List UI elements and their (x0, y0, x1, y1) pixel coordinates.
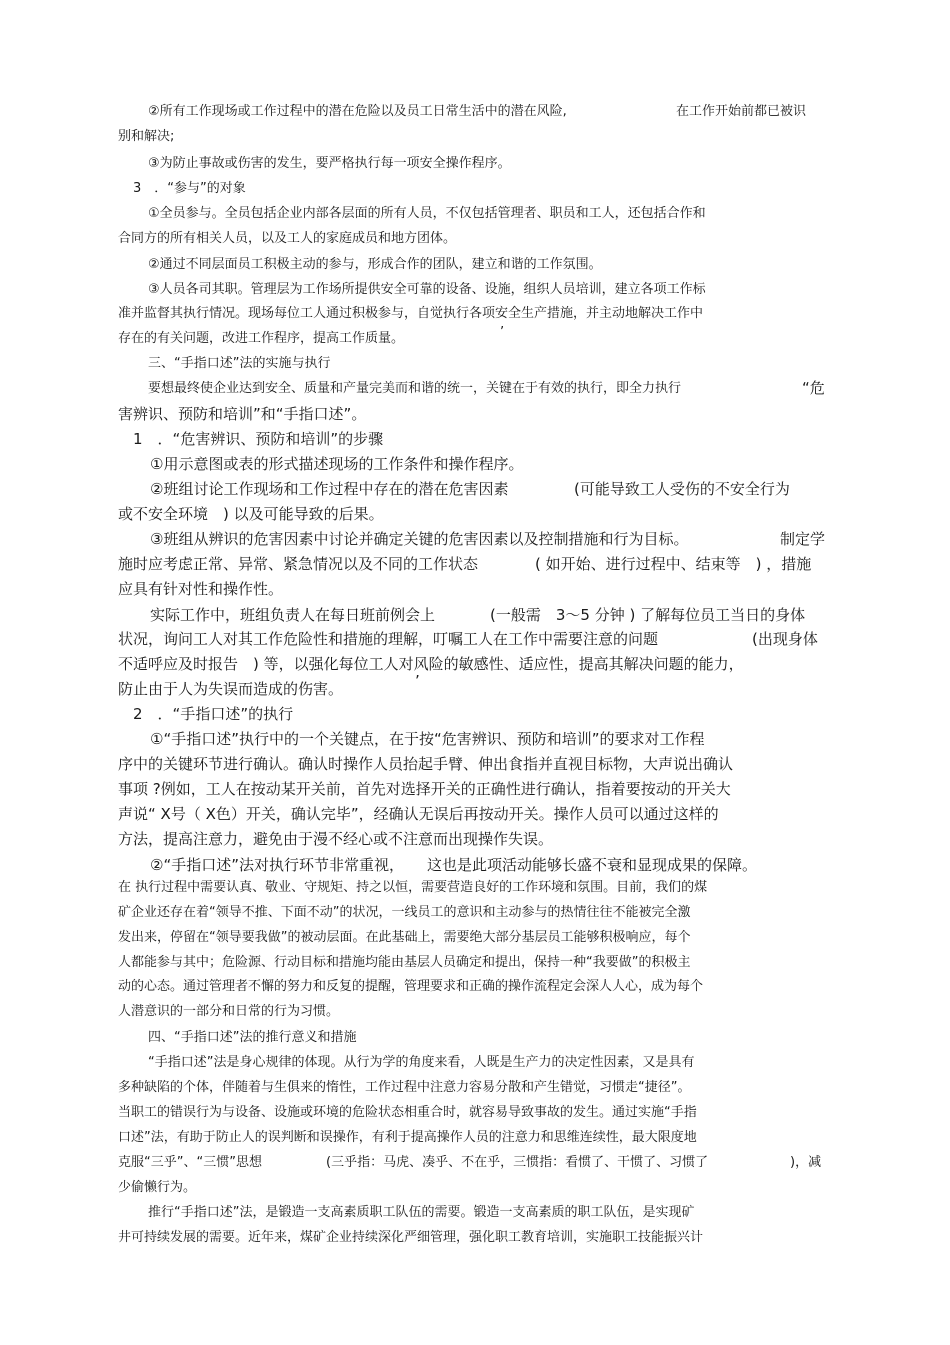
text-line: 害辨识、预防和培训”和“手指口述”。 (118, 405, 367, 423)
text-line: 声说“ X号（ X色）开关，确认完毕”，经确认无误后再按动开关。操作人员可以通过这样的 (118, 805, 719, 823)
text-line: )，减 (790, 1155, 822, 1170)
text-line: 这也是此项活动能够长盛不衰和显现成果的保障。 (427, 856, 758, 874)
section-heading: 3 ．“参与”的对象 (133, 181, 246, 196)
text-line: ①用示意图或表的形式描述现场的工作条件和操作程序。 (150, 455, 524, 473)
stray-mark: ’ (415, 672, 420, 690)
text-line: ①“手指口述”执行中的一个关键点，在于按“危害辨识、预防和培训”的要求对工作程 (150, 730, 705, 748)
text-line: 事项 ?例如，工人在按动某开关前，首先对选择开关的正确性进行确认，指着要按动的开关大 (118, 780, 731, 798)
text-line: ①全员参与。全员包括企业内部各层面的所有人员，不仅包括管理者、职员和工人，还包括合作和 (148, 206, 706, 221)
text-line: ③人员各司其职。管理层为工作场所提供安全可靠的设备、设施，组织人员培训，建立各项工作标 (148, 282, 706, 297)
section-heading: 三、“手指口述”法的实施与执行 (148, 356, 331, 371)
text-line: 制定学 (780, 530, 826, 548)
text-line: 发出来，停留在“领导要我做”的被动层面。在此基础上，需要绝大部分基层员工能够积极响应，每个 (118, 930, 691, 945)
text-line: 推行“手指口述”法，是锻造一支高素质职工队伍的需要。锻造一支高素质的职工队伍，是实现矿 (148, 1205, 695, 1220)
text-line: 实际工作中，班组负责人在每日班前例会上 (150, 606, 436, 624)
text-line: 施时应考虑正常、异常、紧急情况以及不同的工作状态 (118, 555, 479, 573)
section-heading: 四、“手指口述”法的推行意义和措施 (148, 1030, 357, 1045)
text-line: 少偷懒行为。 (118, 1180, 197, 1195)
text-line: 准并监督其执行情况。现场每位工人通过积极参与，自觉执行各项安全生产措施，并主动地解决工作中 (118, 306, 704, 321)
text-line: “手指口述”法是身心规律的体现。从行为学的角度来看，人既是生产力的决定性因素，又是具有 (148, 1055, 695, 1070)
section-heading: 2 ．“手指口述”的执行 (133, 705, 294, 723)
text-line: (三乎指：马虎、凑乎、不在乎，三惯指：看惯了、干惯了、习惯了 (326, 1155, 709, 1170)
text-line: 状况，询问工人对其工作危险性和措施的理解，叮嘱工人在工作中需要注意的问题 (118, 630, 659, 648)
text-line: 序中的关键环节进行确认。确认时操作人员抬起手臂、伸出食指并直视目标物，大声说出确认 (118, 755, 734, 773)
text-line: ②通过不同层面员工积极主动的参与，形成合作的团队，建立和谐的工作氛围。 (148, 257, 602, 272)
text-line: ③班组从辨识的危害因素中讨论并确定关键的危害因素以及控制措施和行为目标。 (150, 530, 689, 548)
text-line: 克服“三乎”、“三惯”思想 (118, 1155, 262, 1170)
text-line: ③为防止事故或伤害的发生，要严格执行每一项安全操作程序。 (148, 156, 511, 171)
text-line: 别和解决; (118, 129, 175, 144)
text-line: ( 如开始、进行过程中、结束等 ) ，措施 (535, 555, 812, 573)
text-line: 不适呼应及时报告 ) 等，以强化每位工人对风险的敏感性、适应性，提高其解决问题的能力， (118, 655, 744, 673)
text-line: (可能导致工人受伤的不安全行为 (574, 480, 790, 498)
text-line: 矿企业还存在着“领导不推、下面不动”的状况，一线员工的意识和主动参与的热情往往不能被完全激 (118, 905, 691, 920)
text-line: (一般需 3～5 分钟 ) 了解每位员工当日的身体 (490, 606, 806, 624)
text-line: 或不安全环境 ) 以及可能导致的后果。 (118, 505, 384, 523)
text-line: ②“手指口述”法对执行环节非常重视， (150, 856, 404, 874)
text-line: 在工作开始前都已被识 (676, 104, 807, 119)
text-line: 要想最终使企业达到安全、质量和产量完美而和谐的统一，关键在于有效的执行，即全力执行 (148, 381, 682, 396)
text-line: 多种缺陷的个体，伴随着与生俱来的惰性，工作过程中注意力容易分散和产生错觉，习惯走“捷径”。 (118, 1080, 691, 1095)
text-line: 人潜意识的一部分和日常的行为习惯。 (118, 1004, 340, 1019)
text-line: 井可持续发展的需要。近年来，煤矿企业持续深化严细管理，强化职工教育培训，实施职工技能振兴计 (118, 1230, 704, 1245)
text-line: 应具有针对性和操作性。 (118, 580, 284, 598)
stray-mark: ’ (500, 325, 505, 340)
text-line: 动的心态。通过管理者不懈的努力和反复的提醒，管理要求和正确的操作流程定会深人人心，成为每个 (118, 979, 704, 994)
section-heading: 1 ．“危害辨识、预防和培训”的步骤 (133, 430, 384, 448)
text-line: ②班组讨论工作现场和工作过程中存在的潜在危害因素 (150, 480, 509, 498)
text-line: 方法，提高注意力，避免由于漫不经心或不注意而出现操作失误。 (118, 830, 554, 848)
text-line: 防止由于人为失误而造成的伤害。 (118, 680, 344, 698)
text-line: 当职工的错误行为与设备、设施或环境的危险状态相重合时，就容易导致事故的发生。通过实施“手指 (118, 1105, 697, 1120)
text-line: (出现身体 (752, 630, 818, 648)
text-line: 合同方的所有相关人员，以及工人的家庭成员和地方团体。 (118, 231, 457, 246)
text-line: 口述”法，有助于防止人的误判断和误操作，有利于提高操作人员的注意力和思维连续性，最大限度地 (118, 1130, 697, 1145)
text-line: 在 执行过程中需要认真、敬业、守规矩、持之以恒，需要营造良好的工作环境和氛围。目前，我们的煤 (118, 880, 708, 895)
text-line: “危 (802, 379, 825, 397)
text-line: 人都能参与其中；危险源、行动目标和措施均能由基层人员确定和提出，保持一种“我要做”的积极主 (118, 955, 691, 970)
text-line: 存在的有关问题，改进工作程序，提高工作质量。 (118, 331, 405, 346)
text-line: ②所有工作现场或工作过程中的潜在危险以及员工日常生活中的潜在风险, (148, 104, 567, 119)
